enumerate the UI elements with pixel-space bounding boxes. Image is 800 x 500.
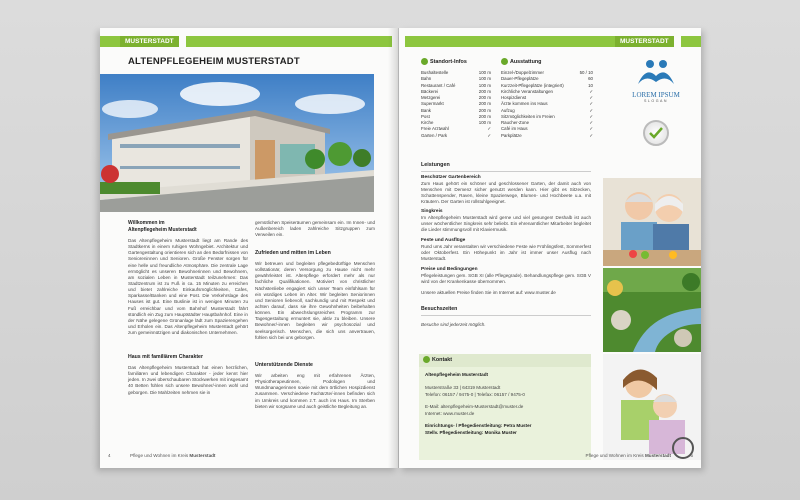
people-logo-icon <box>636 58 676 86</box>
header-band-left <box>100 36 120 47</box>
family-heading: Haus mit familiärem Charakter <box>128 354 203 360</box>
row-value: 10 <box>588 82 593 88</box>
row-label: Kirchliche Veranstaltungen <box>501 88 553 94</box>
section-tag-right: MUSTERSTADT <box>615 36 674 47</box>
brand-logo <box>624 58 688 103</box>
row-label: Freie Arztwahl <box>421 126 449 132</box>
price-body: Pflegeleistungen gem. SGB XI (alle Pflegegrade). Behandlungspflege gem. SGB V wird von der Krankenkasse übernommen. <box>421 273 591 285</box>
row-value: ✓ <box>589 113 593 119</box>
row-value: 200 m <box>478 88 491 94</box>
life-body: Wir betreuen und begleiten pflegebedürftige Menschen vollstationär, deren Versorgung zu Hause nicht mehr gewährleistet ist. Altenpflege erfordert mehr als nur fachliche Qualifikationen. Motiviert von christlicher Nächstenliebe engagiert sich unser Team einfühlsam für ein würdiges Leben im Alter. Wir begleiten Seniorinnen und Senioren liebevoll, sachkundig und mit Respekt und achten darauf, dass sie ihre Gewohnheiten beibehalten können. Ein abwechslungsreiches Programm zur Tagesgestaltung ermuntert sie, aktiv zu bleiben. Unsere Bewohner/-innen begleiten wir psychosozial und seelsorgerisch. Menschen, die sich uns anvertrauen, fühlen sich bei uns geborgen. <box>255 261 375 340</box>
row-value: ✓ <box>589 88 593 94</box>
footer-right-text: Pflege und Wohnen im Kreis <box>585 453 644 458</box>
visit-heading: Besuchszeiten <box>421 306 458 312</box>
location-list <box>421 70 491 139</box>
contact-phone: Telefon: 06157 / 9475-0 | Telefax: 06157 / 9475-0 <box>425 392 525 397</box>
price-note: Unsere aktuellen Preise finden Sie im Internet auf: www.muster.de <box>421 290 556 295</box>
map-pin-icon <box>421 58 428 65</box>
services-body: Wir arbeiten eng mit erfahrenen Ärzten, Physiotherapeutinnen, Podologen und Wundmanagerinnen sowie mit dem örtlichen Hospizdienst zusammen. Verschiedene Fachärzte/-innen befinden sich im Umkreis und kommen z.T. auch ins Haus. Im Sterben bieten wir sorgsame und auch geistliche Begleitung an. <box>255 373 375 409</box>
life-heading: Zufrieden und mitten im Leben <box>255 250 331 256</box>
right-page <box>399 28 701 468</box>
column2-intro: gemütlichen Speiseräumen gemeinsam ein. Im Innen- und Außenbereich laden zahlreiche Sitzgruppen zum Verweilen ein. <box>255 220 375 238</box>
row-value: ✓ <box>589 101 593 107</box>
logo-slogan: SLOGAN <box>644 99 668 103</box>
row-value: 100 m <box>478 70 491 75</box>
row-value: ✓ <box>589 107 593 113</box>
row-value: 100 m <box>478 120 491 125</box>
care-photo <box>603 354 701 460</box>
row-value: 200 m <box>478 95 491 100</box>
services-section-heading: Leistungen <box>421 162 450 168</box>
row-label: Bushaltestelle <box>421 70 449 75</box>
building-photo <box>100 74 374 212</box>
row-value: ✓ <box>589 132 593 138</box>
row-label: Café im Haus <box>501 126 528 132</box>
row-label: Post <box>421 113 430 119</box>
contact-address: Musterstraße 33 | 64319 Musterstadt <box>425 385 501 390</box>
row-label: Restaurant / Café <box>421 82 456 88</box>
contact-email[interactable]: E-Mail: altenpflegeheim-Musterstadt@muster.de <box>425 404 524 409</box>
location-heading-text: Standort-Infos <box>430 58 467 65</box>
price-heading: Preise und Bedingungen <box>421 267 478 272</box>
row-label: Kirche <box>421 120 434 125</box>
contact-web[interactable]: Internet: www.muster.de <box>425 411 475 416</box>
row-value: ✓ <box>487 126 491 132</box>
contact-heading <box>423 356 452 364</box>
row-label: Metzgerei <box>421 95 441 100</box>
fest-body: Rund ums Jahr veranstalten wir verschiedene Feste wie Frühlingsfest, Sommerfest oder Oktoberfest. Ein Höhepunkt im Jahr ist immer unser Ausflug nach Musterstadt. <box>421 244 591 262</box>
fest-heading: Feste und Ausflüge <box>421 238 466 243</box>
row-label: Ärzte kommen ins Haus <box>501 101 548 107</box>
contact-lead1: Einrichtungs- / Pflegedienstleitung: Petra Muster <box>425 423 532 428</box>
seniors-photo <box>603 178 701 266</box>
row-label: Supermarkt <box>421 101 444 107</box>
page-number-right: 5 <box>690 453 693 458</box>
row-label: Bahn <box>421 76 432 82</box>
row-value: 200 m <box>478 107 491 113</box>
services-heading: Unterstützende Dienste <box>255 362 313 368</box>
phone-icon <box>423 356 430 363</box>
row-value: ✓ <box>589 120 593 125</box>
row-value: ✓ <box>589 95 593 100</box>
choir-body: Im Altenpflegeheim Musterstadt wird gerne und viel gesungen! Deshalb ist auch unser wöchentlicher Singkreis sehr beliebt. Ein ehrenamtlicher Mitarbeiter begleitet die Lieder stimmungsvoll mit Klaviermusik. <box>421 215 591 233</box>
check-circle-icon <box>501 58 508 65</box>
row-value: ✓ <box>487 132 491 138</box>
family-body: Das Altenpflegeheim Musterstadt hat einen herzlichen, familiären und lebendigen Charakter - jeder kennt hier jeden. In zwei überschaubaren Stockwerken mit insgesamt 40 Betten fühlen sich unsere Bewohner/-innen wohl und geborgen. Die Mahlzeiten nehmen sie in <box>128 365 248 395</box>
welcome-heading: Willkommen im Altenpflegeheim Musterstadt <box>128 220 197 233</box>
garden-heading: Beschützer Gartenbereich <box>421 175 481 180</box>
left-page <box>100 28 398 468</box>
footer-left <box>130 453 215 458</box>
equipment-heading-text: Ausstattung <box>510 58 542 65</box>
divider <box>421 171 591 172</box>
header-band-left-rule <box>186 36 392 47</box>
page-number-left: 4 <box>108 453 111 458</box>
contact-name: Altenpflegeheim Musterstadt <box>425 372 489 377</box>
row-value: 60 <box>588 76 593 82</box>
footer-right <box>586 453 671 458</box>
footer-left-text: Pflege und Wohnen im Kreis <box>130 453 189 458</box>
footer-right-bold: Musterstadt <box>644 453 671 458</box>
row-value: 50 / 10 <box>579 70 593 75</box>
page-title: ALTENPFLEGEHEIM MUSTERSTADT <box>128 56 300 67</box>
header-band-right-rule <box>405 36 615 47</box>
welcome-body: Das Altenpflegeheim Musterstadt liegt am Rande des Stadtkerns in einem ruhigen Wohngebiet. Architektur und Gartengestaltung orientieren sich an den Bedürfnissen von Senioreninnen und Senioren. Große Fenster sorgen für eine helle und freundliche Atmosphäre. Die zentrale Lage ermöglicht es unseren Bewohnerinnen und Bewohnern, am sozialen Leben in Musterstadt teilzunehmen: Das Stadtzentrum ist zu Fuß in ca. 15 Minuten zu erreichen und bietet zahlreiche Einkaufsmöglichkeiten, Cafes, Sparkasse/Banken und eine Post. Die Verkehrslage des Hauses ist gut. Eine Buslinie ist in wenigen Minuten zu Fuß erreichbar und vom Bahnhof Musterstadt fährt stündlich ein Zug zum Hauptstädter Hauptbahnhof. Eine in der Nähe gelegene Grünanlage lädt zum Spazierengehen und Erholen ein. Das Altenpflegeheim Musterstadt gehört zum gemeinnützigen und diakonischen Unternehmen. <box>128 238 248 336</box>
row-value: 200 m <box>478 113 491 119</box>
contact-box <box>419 354 591 460</box>
row-value: 100 m <box>478 76 491 82</box>
row-label: Raucher-Zone <box>501 120 530 125</box>
seal-check-icon <box>645 122 667 144</box>
section-tag-left: MUSTERSTADT <box>120 36 179 47</box>
row-label: Aufzug <box>501 107 515 113</box>
location-heading <box>421 58 467 66</box>
logo-text: LOREM IPSUM <box>632 91 680 99</box>
contact-lead2: Stellv. Pflegedienstleitung: Monika Muster <box>425 430 517 435</box>
row-label: Sitzmöglichkeiten im Freien <box>501 113 555 119</box>
choir-heading: Singkreis <box>421 209 443 214</box>
garden-body: Zum Haus gehört ein schöner und geschlossener Garten, der damit auch von Menschen mit Demenz sicher genutzt werden kann. Hier gibt es Sitzecken, Schattenspender, Raven, kleine Spazierwege, Blumen- und Hochbeete u.a. mit Kräutern. Der Garten ist rollstuhlgeeignet. <box>421 181 591 205</box>
row-label: Bank <box>421 107 432 113</box>
contact-heading-text: Kontakt <box>432 356 453 363</box>
garden-photo <box>603 268 701 352</box>
row-value: 100 m <box>478 82 491 88</box>
header-band-right <box>681 36 701 47</box>
equipment-heading <box>501 58 541 66</box>
row-value: 200 m <box>478 101 491 107</box>
visit-body: Besuche sind jederzeit möglich. <box>421 322 486 327</box>
row-label: Kurzzeit-Pflegeplätze (integriert) <box>501 82 564 88</box>
row-label: Parkplätze <box>501 132 522 138</box>
row-label: Bäckerei <box>421 88 439 94</box>
row-label: Garten / Park <box>421 132 448 138</box>
row-value: ✓ <box>589 126 593 132</box>
divider <box>421 315 591 316</box>
row-label: Dauer-Pflegeplätze <box>501 76 539 82</box>
quality-seal <box>643 120 669 146</box>
row-label: Einzel-/Doppelzimmer <box>501 70 544 75</box>
list-row <box>501 133 593 139</box>
list-row <box>421 133 491 139</box>
equipment-list <box>501 70 593 139</box>
footer-left-bold: Musterstadt <box>189 453 216 458</box>
row-label: Hospizdienst <box>501 95 527 100</box>
